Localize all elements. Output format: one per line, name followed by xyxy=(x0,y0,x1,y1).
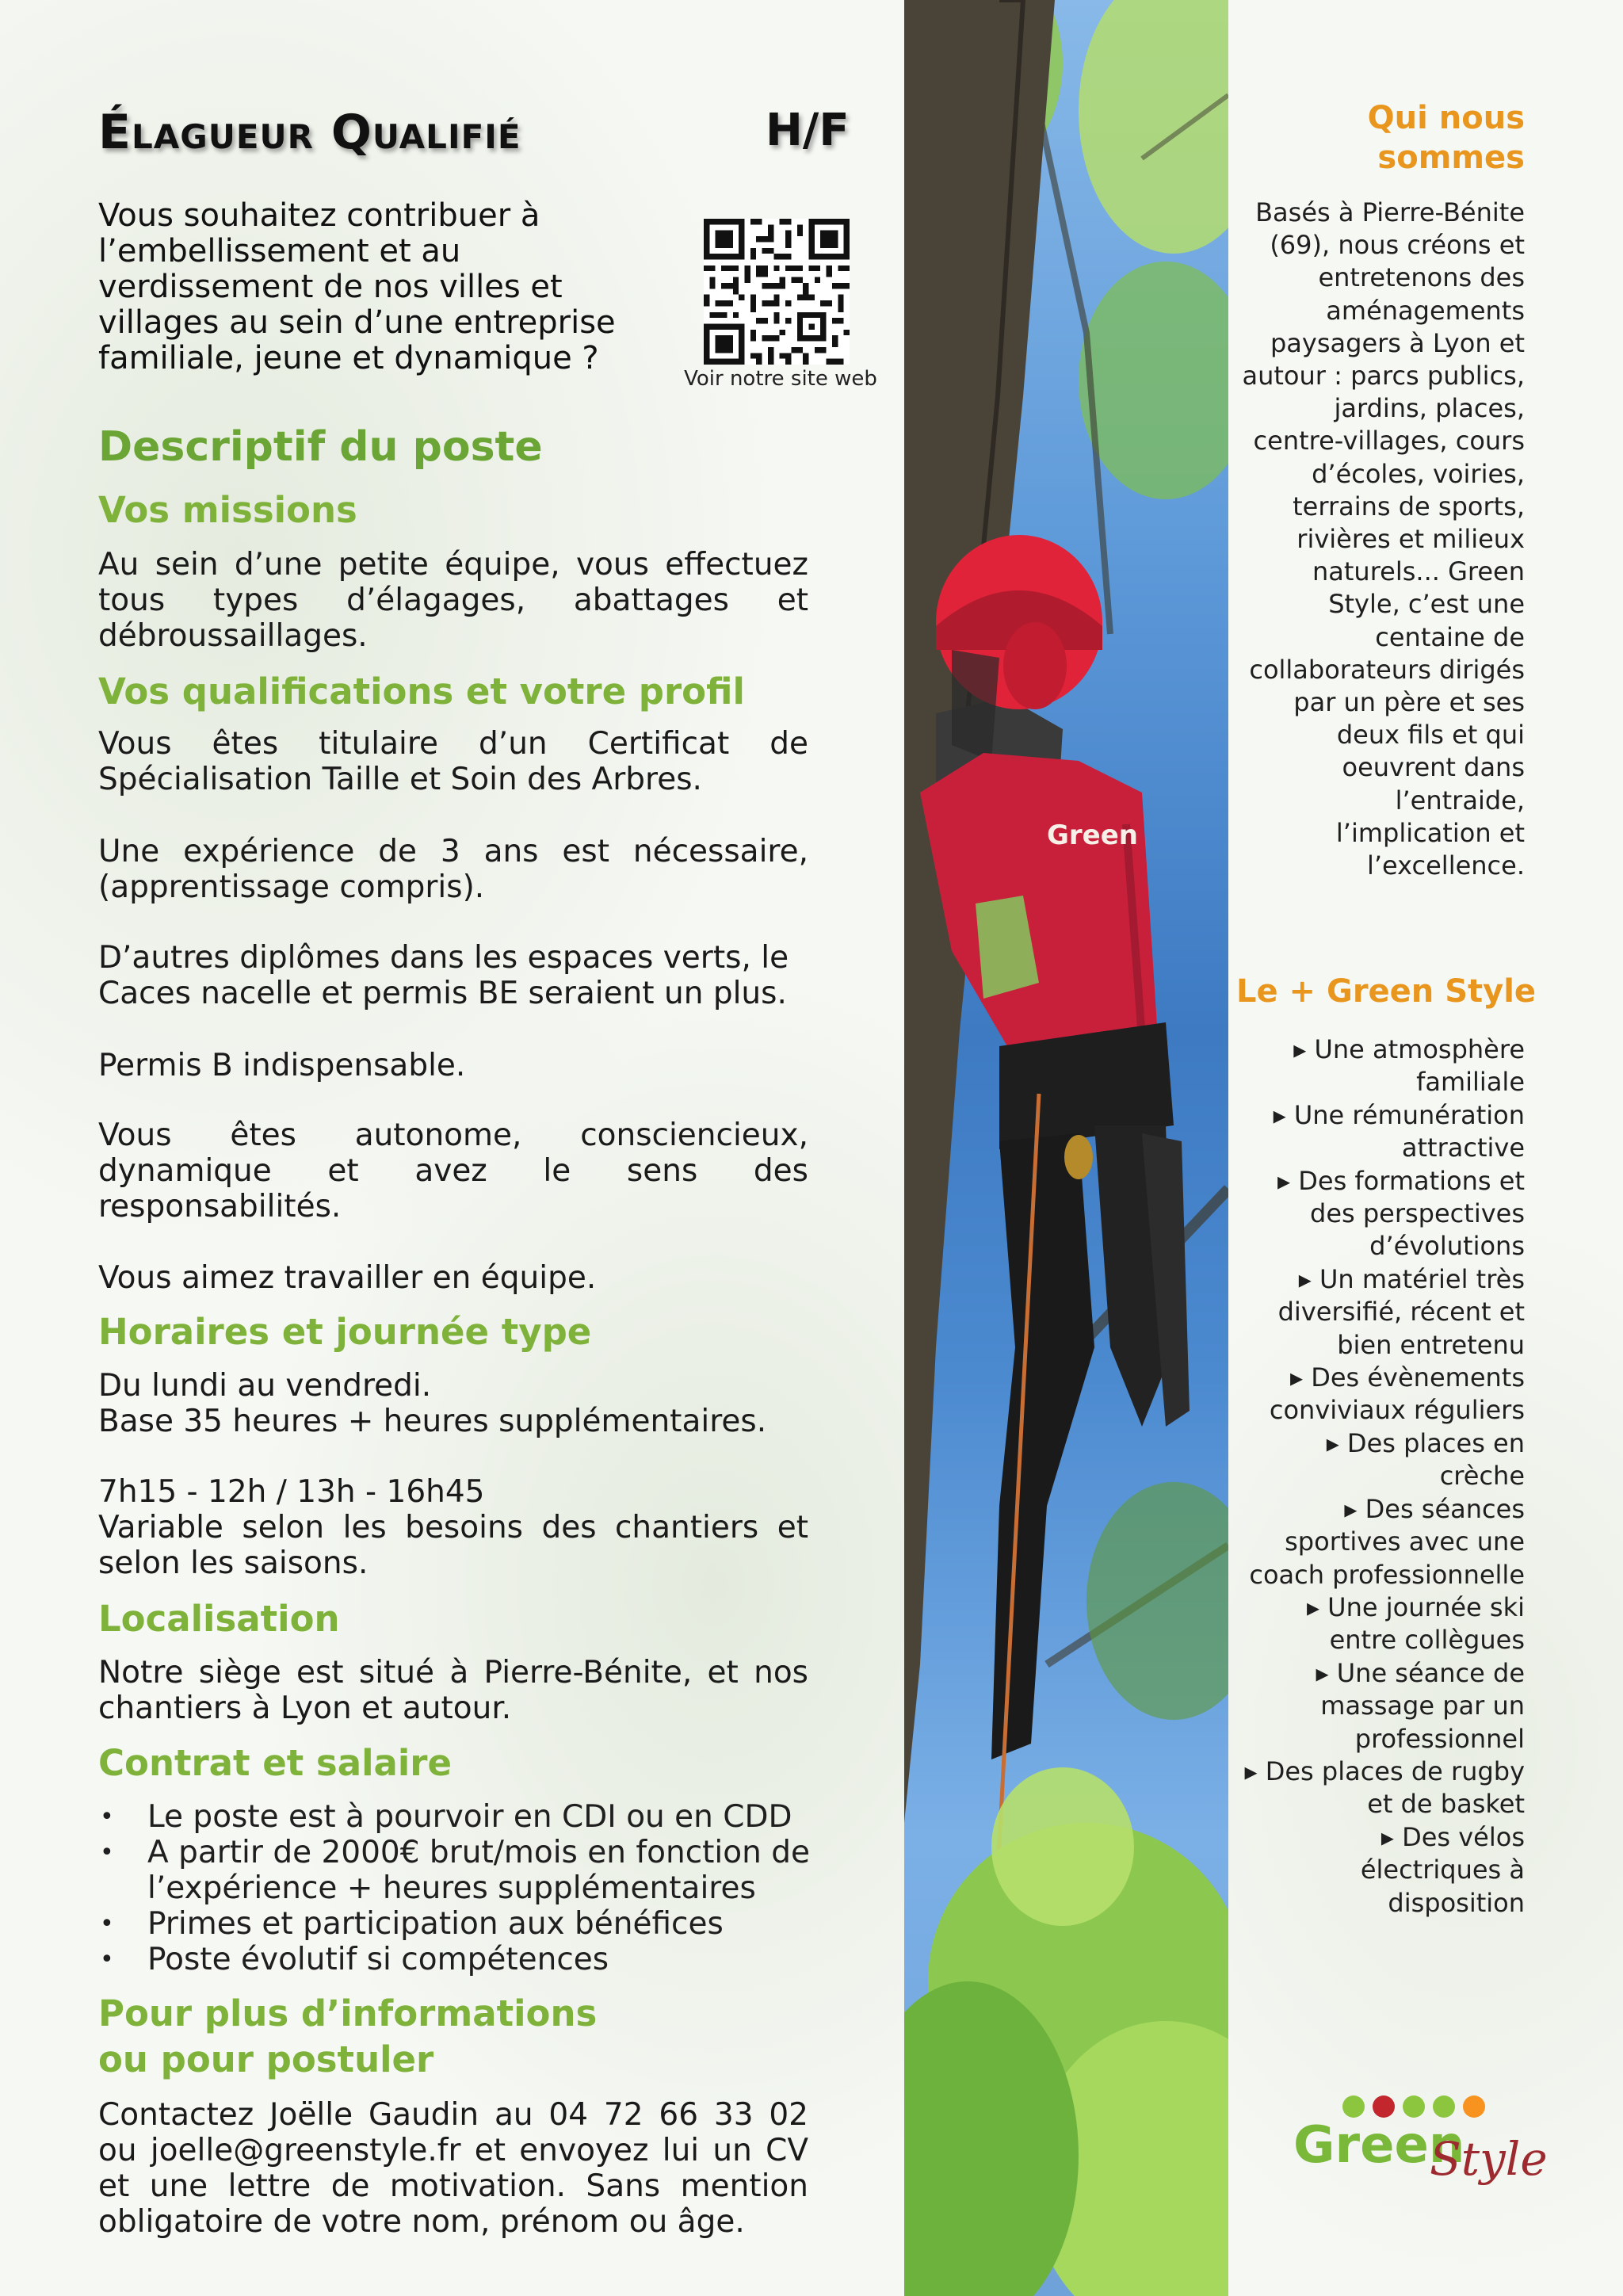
qualifications-p2: Une expérience de 3 ans est nécessaire, (apprentissage compris). xyxy=(98,834,808,905)
qualifications-p4: Permis B indispensable. xyxy=(98,1048,466,1083)
contrat-list xyxy=(98,1799,812,1977)
page-title: Élagueur Qualifié xyxy=(98,105,521,160)
list-item: ▸ Des formations et des perspectives d’évolutions xyxy=(1277,1165,1525,1262)
descriptif-heading: Descriptif du poste xyxy=(98,423,543,471)
qualifications-p3: D’autres diplômes dans les espaces verts, le Caces nacelle et permis BE seraient un plus. xyxy=(98,940,789,1011)
missions-text: Au sein d’une petite équipe, vous effectuez tous types d’élagages, abattages et débroussaillages. xyxy=(98,547,808,654)
contact-heading-line1: Pour plus d’informations xyxy=(98,1992,598,2034)
list-item: ▸ Une rémunération attractive xyxy=(1273,1099,1525,1163)
logo-dot xyxy=(1463,2095,1485,2118)
about-heading-line1: Qui nous xyxy=(1367,100,1525,136)
logo-dot xyxy=(1433,2095,1455,2118)
qualifications-p1: Vous êtes titulaire d’un Certificat de Spécialisation Taille et Soin des Arbres. xyxy=(98,726,808,797)
gender-suffix: H/F xyxy=(766,105,850,156)
logo-dot xyxy=(1403,2095,1425,2118)
greenstyle-logo xyxy=(1290,2089,1552,2192)
qualifications-heading: Vos qualifications et votre profil xyxy=(98,670,745,712)
list-item: ▸ Des places en crèche xyxy=(1326,1427,1525,1492)
perks-list xyxy=(1236,1033,1525,1920)
horaires-heading: Horaires et journée type xyxy=(98,1311,592,1353)
list-item: • Le poste est à pourvoir en CDI ou en CDD xyxy=(98,1799,812,1835)
localisation-text: Notre siège est situé à Pierre-Bénite, et nos chantiers à Lyon et autour. xyxy=(98,1655,808,1726)
list-item: • Primes et participation aux bénéfices xyxy=(98,1906,812,1942)
list-item: • Poste évolutif si compétences xyxy=(98,1942,812,1977)
about-heading-line2: sommes xyxy=(1377,139,1525,176)
horaires-line4: Variable selon les besoins des chantiers et selon les saisons. xyxy=(98,1510,808,1581)
list-item: ▸ Des séances sportives avec une coach professionnelle xyxy=(1249,1493,1525,1590)
list-item: ▸ Un matériel très diversifié, récent et bien entretenu xyxy=(1277,1263,1525,1360)
shirt-logo: Green xyxy=(1047,819,1138,851)
list-item: ▸ Une atmosphère familiale xyxy=(1293,1034,1525,1098)
about-section xyxy=(1236,98,1525,882)
list-item: ▸ Des places de rugby et de basket xyxy=(1244,1755,1525,1820)
list-item: ▸ Des évènements conviviaux réguliers xyxy=(1269,1362,1525,1426)
title-row xyxy=(98,105,859,168)
list-item: • A partir de 2000€ brut/mois en fonction de l’expérience + heures supplémentaires xyxy=(98,1835,812,1906)
horaires-line3: 7h15 - 12h / 13h - 16h45 xyxy=(98,1474,485,1510)
contact-text: Contactez Joëlle Gaudin au 04 72 66 33 02 ou joelle@greenstyle.fr et envoyez lui un CV et une lettre de motivation. Sans mention obligatoire de votre nom, prénom ou âge. xyxy=(98,2097,808,2240)
qualifications-p5: Vous êtes autonome, consciencieux, dynamique et avez le sens des responsabilités. xyxy=(98,1117,808,1224)
logo-dot xyxy=(1342,2095,1365,2118)
perks-heading: Le + Green Style xyxy=(1236,973,1537,1010)
logo-word-green: Green xyxy=(1293,2116,1465,2175)
arborist-photo xyxy=(904,0,1228,2296)
missions-heading: Vos missions xyxy=(98,489,357,531)
intro-text: Vous souhaitez contribuer à l’embellissement et au verdissement de nos villes et villages au sein d’une entreprise familiale, jeune et dynamique ? xyxy=(98,197,616,376)
qr-caption: Voir notre site web xyxy=(684,367,877,391)
list-item: ▸ Une journée ski entre collègues xyxy=(1306,1591,1525,1656)
about-text: Basés à Pierre-Bénite (69), nous créons et entretenons des aménagements paysagers à Lyon et autour : parcs publics, jardins, places, centre-villages, cours d’écoles, voiries, terrains de sports, rivières et milieux naturels... Green Style, c’est une centaine de collaborateurs dirigés par un père et ses deux fils et qui oeuvrent dans l’entraide, l’implication et l’excellence. xyxy=(1242,197,1525,881)
logo-dot xyxy=(1373,2095,1395,2118)
contrat-heading: Contrat et salaire xyxy=(98,1742,453,1784)
list-item: ▸ Des vélos électriques à disposition xyxy=(1360,1821,1525,1918)
horaires-line2: Base 35 heures + heures supplémentaires. xyxy=(98,1404,767,1439)
logo-word-style: Style xyxy=(1430,2132,1548,2186)
perks-section xyxy=(1236,972,1537,1920)
horaires-line1: Du lundi au vendredi. xyxy=(98,1368,432,1404)
list-item: ▸ Une séance de massage par un professionnel xyxy=(1316,1657,1525,1754)
contact-heading-line2: ou pour postuler xyxy=(98,2038,434,2080)
qualifications-p6: Vous aimez travailler en équipe. xyxy=(98,1260,597,1296)
localisation-heading: Localisation xyxy=(98,1598,340,1640)
qr-code[interactable] xyxy=(704,219,850,365)
